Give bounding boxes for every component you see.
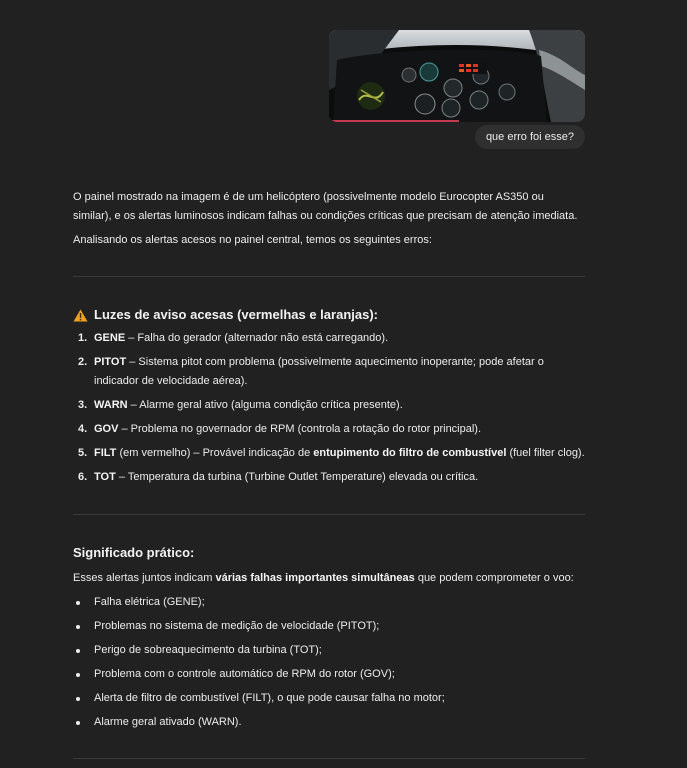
list-item: Problemas no sistema de medição de velocidade (PITOT); (73, 617, 585, 636)
list-item (73, 329, 585, 348)
warning-lights-list (73, 329, 585, 492)
warning-section-title (73, 305, 585, 325)
practical-bullet-list (73, 593, 585, 737)
list-item (73, 444, 585, 463)
item-code: PITOT (94, 356, 127, 368)
item-code: FILT (94, 447, 117, 459)
list-item: Problema com o controle automático de RPM do rotor (GOV); (73, 665, 585, 684)
answer-intro-paragraph: O painel mostrado na imagem é de um helicóptero (possivelmente modelo Eurocopter AS350 ou similar), e os alertas luminosos indicam falhas ou condições críticas que precisam de atenção imediata. (73, 191, 578, 222)
item-number: 5. (78, 447, 88, 459)
item-number: 4. (78, 423, 88, 435)
list-item (73, 420, 585, 439)
user-message-bubble: que erro foi esse? (475, 125, 585, 149)
list-item: Alarme geral ativado (WARN). (73, 713, 585, 732)
item-code: GENE (94, 332, 126, 344)
item-text-end: (fuel filter clog). (506, 447, 585, 459)
item-text: – Falha do gerador (alternador não está carregando). (125, 332, 389, 344)
item-text: – Alarme geral ativo (alguma condição crítica presente). (127, 399, 403, 411)
section-divider (73, 276, 585, 277)
lead-text: Esses alertas juntos indicam (73, 572, 216, 584)
practical-lead-paragraph (73, 569, 585, 588)
list-item (73, 468, 585, 487)
lead-emphasis: várias falhas importantes simultâneas (215, 572, 415, 584)
list-item (73, 353, 585, 391)
list-item: Perigo de sobreaquecimento da turbina (TOT); (73, 641, 585, 660)
section-divider (73, 758, 585, 759)
item-number: 1. (78, 332, 88, 344)
item-number: 2. (78, 356, 88, 368)
list-item: Falha elétrica (GENE); (73, 593, 585, 612)
lead-text-end: que podem comprometer o voo: (414, 572, 574, 584)
answer-intro-paragraph-2: Analisando os alertas acesos no painel central, temos os seguintes erros: (73, 234, 432, 246)
warning-section-title-text: Luzes de aviso acesas (vermelhas e laranjas): (94, 307, 378, 322)
list-item (73, 396, 585, 415)
section-divider (73, 514, 585, 515)
attached-image[interactable] (329, 30, 585, 122)
cockpit-photo (329, 30, 585, 122)
item-text: (em vermelho) – Provável indicação de (116, 447, 314, 459)
item-text: – Temperatura da turbina (Turbine Outlet Temperature) elevada ou crítica. (115, 471, 479, 483)
item-text: – Sistema pitot com problema (possivelmente aquecimento inoperante; pode afetar o indicador de velocidade aérea). (94, 356, 544, 387)
item-code: WARN (94, 399, 128, 411)
item-text: – Problema no governador de RPM (controla a rotação do rotor principal). (118, 423, 482, 435)
practical-section-title: Significado prático: (73, 545, 195, 560)
item-code: TOT (94, 471, 116, 483)
item-number: 3. (78, 399, 88, 411)
item-code: GOV (94, 423, 119, 435)
item-emphasis: entupimento do filtro de combustível (313, 447, 507, 459)
warning-icon (73, 309, 88, 322)
list-item: Alerta de filtro de combustível (FILT), o que pode causar falha no motor; (73, 689, 585, 708)
item-number: 6. (78, 471, 88, 483)
